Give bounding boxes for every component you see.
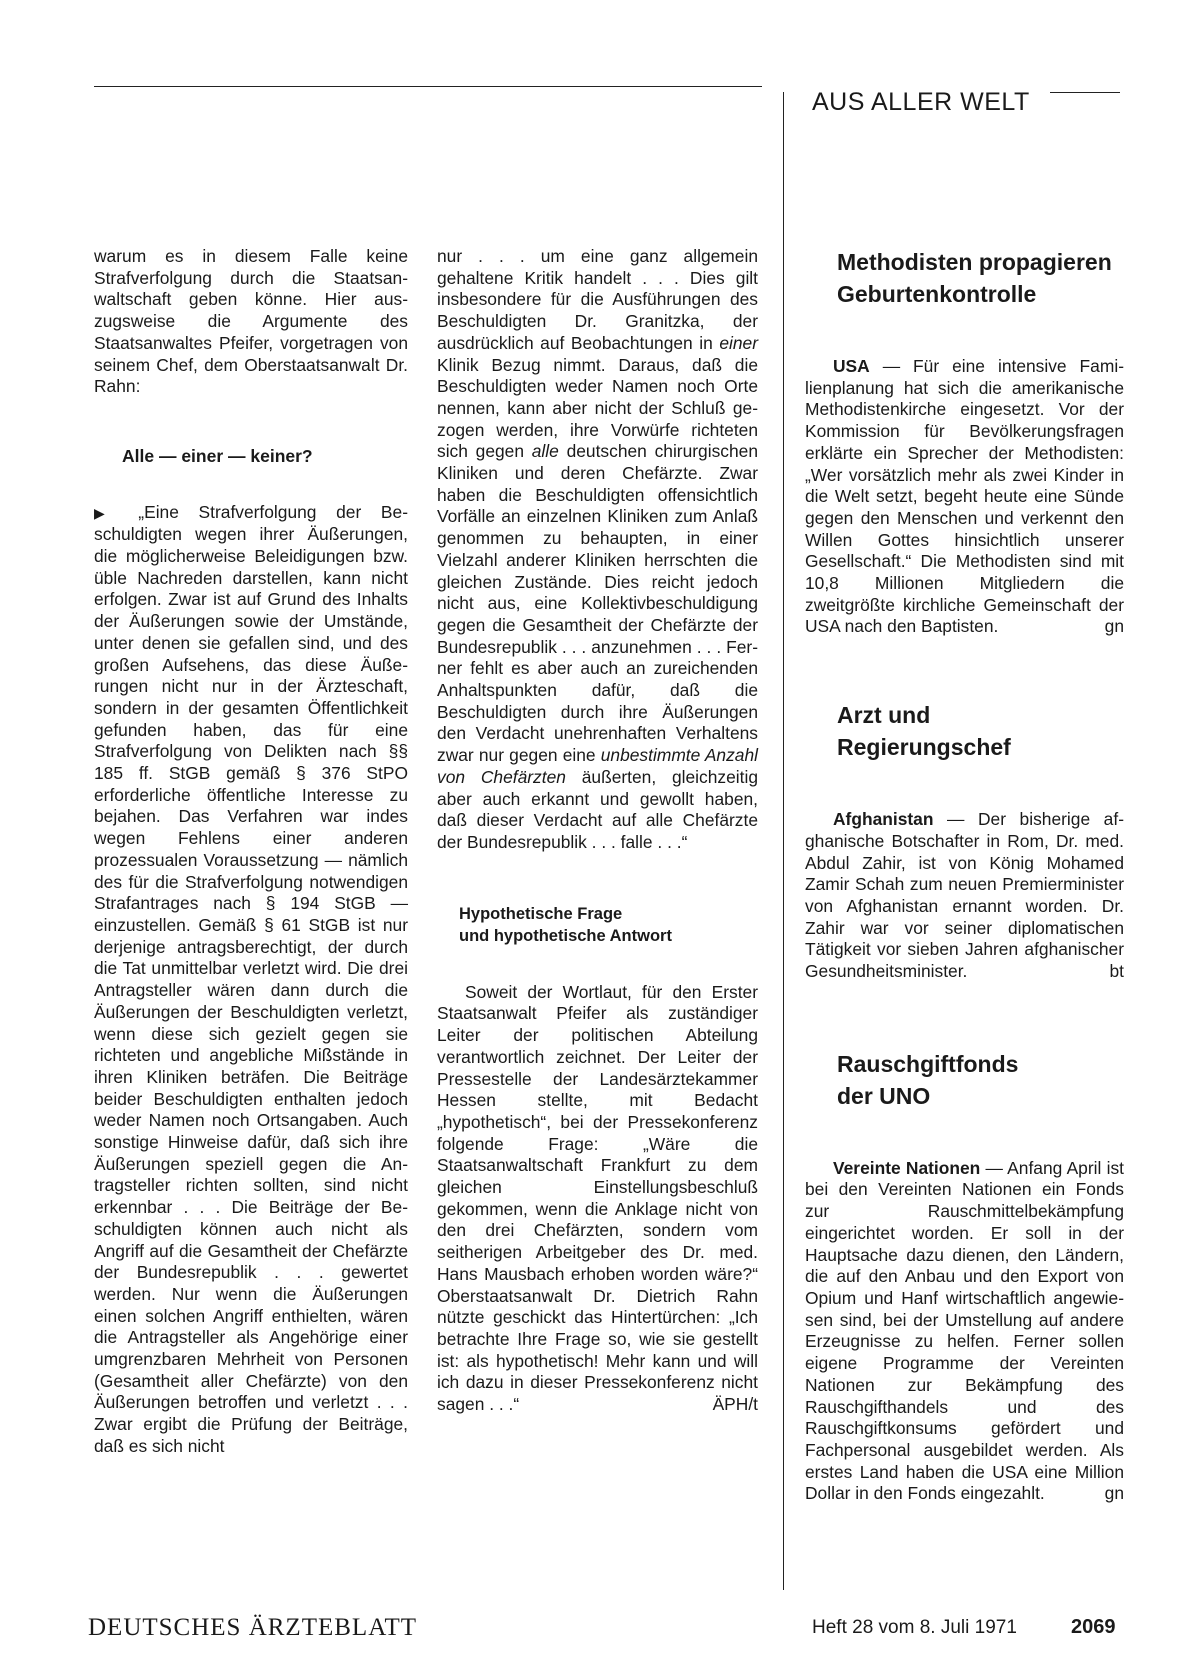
text-run: — Anfang April ist bei den Vereinten Nationen ein Fonds zur Rauschmittelbekämpfung eingerichtet worden. Er soll in der Hauptsache dazu dienen, den Ländern, die auf den Anbau und den Export von Opium und Hanf wirtschaftlich angewiesen sind, bei der Umstellung auf andere Erzeugnisse zu helfen. Ferner sollen eigene Programme der Vereinten Nationen zur Bekämpfung des Rauschgifthandels und des Rauschgiftkonsums gefördert und Fachpersonal ausgebildet werden. Als erstes Land haben die USA eine Million Dollar in den Fonds eingezahlt.: [805, 1157, 1124, 1504]
column-divider: [783, 92, 784, 1590]
heading-line: und hypothetische Antwort: [459, 926, 672, 945]
emphasis: unbestimmte Anzahl von Chefärzten: [437, 745, 758, 787]
section-label: AUS ALLER WELT: [812, 88, 1030, 116]
author-signature: ÄPH/t: [712, 1394, 758, 1415]
text-run: Klinik Bezug nimmt. Daraus, daß die Beschuldigten weder Namen noch Orte nennen, kann aber nicht der Schluß gezogen werden, ihre Vorwürfe richteten sich gegen: [437, 354, 758, 462]
article-lead: Afghanistan: [833, 809, 934, 830]
title-line: Arzt und: [837, 702, 931, 729]
author-signature: bt: [1109, 961, 1124, 982]
text-run: — Der bisherige afghanische Botschafter in Rom, Dr. med. Abdul Zahir, ist von König Mohamed Zamir Schah zum neuen Premierminister von Afghanistan ernannt worden. Dr. Zahir war vor seiner diplomatischen Tätigkeit vor sieben Jahren afghanischer Gesundheitsminister.: [805, 809, 1124, 982]
column-3: [805, 246, 1124, 1505]
col1-quote: [94, 502, 408, 1458]
spacer: [805, 638, 1124, 699]
title-line: Methodisten propagieren: [837, 249, 1112, 275]
article-lead: USA: [833, 356, 870, 376]
text-run: äußerten, gleichzeitig aber auch erkannt und gewollt haben, daß dieser Verdacht auf alle Chefärzte der Bundesrepublik . . . falle . . .“: [437, 766, 758, 852]
top-rule-left: [94, 86, 762, 87]
col1-quote-text: „Eine Strafverfolgung der Beschuldigten wegen ihrer Äußerungen, die möglicherweise Beleidigungen bzw. üble Nachreden darstellen, kann nicht erfolgen. Zwar ist auf Grund des Inhalts der Äußerungen sowie der Umstände, unter denen sie gefallen sind, und des großen Aufsehens, das diese Äußerungen nicht nur in der Ärzteschaft, sondern in der gesamten Öffentlichkeit gefunden haben, das für eine Strafverfolgung von Delikten nach §§ 185 ff. StGB gemäß § 376 StPO erforderliche öffentliche Interesse zu bejahen. Das Verfahren war indes wegen Fehlens einer anderen prozessualen Voraussetzung — nämlich des für die Strafverfolgung notwendigen Strafantrages nach § 194 StGB — einzustellen. Gemäß § 61 StGB ist nur derjenige antragsberechtigt, der durch die Tat unmittelbar verletzt wird. Die drei Antragsteller wären dann durch die Äußerungen der Beschuldigten verletzt, wenn diese sich gezielt gegen sie richteten und angebliche Mißstände in ihren Kliniken beträfen. Die Beiträge beider Beschuldigten enthalten jedoch weder Namen noch Ortsangaben. Auch sonstige Hinweise dafür, daß sich ihre Äußerungen speziell gegen die Antragsteller richten sollten, sind nicht erkennbar . . . Die Beiträge der Beschuldigten können auch nicht als Angriff auf die Gesamtheit der Chefärzte der Bundesrepublik . . . gewertet werden. Nur wenn die Äußerungen einen solchen Angriff enthielten, wären die Antragsteller als Angehörige einer umgrenzbaren Mehrheit von Personen (Gesamtheit aller Chefärzte) von den Äußerungen betroffen und verletzt . . . Zwar ergibt die Prüfung der Beiträge, daß es sich nicht: [94, 501, 408, 1456]
col2-quote-continued: [437, 246, 758, 854]
text-run: Soweit der Wortlaut, für den Erster Staatsanwalt Pfeifer als zuständiger Leiter der politischen Abteilung verantwortlich zeichnet. Der Leiter der Pressestelle der Landesärztekammer Hessen stellte, mit Bedacht „hypothetisch“, bei der Pressekonferenz folgende Frage: „Wäre die Staatsanwaltschaft Frankfurt zu dem gleichen Einstellungsbeschluß gekommen, wenn die Anklage nicht von den drei Chefärzten, sondern vom seitherigen Arbeitgeber des Dr. med. Hans Mausbach erhoben worden wäre?“ Oberstaatsanwalt Dr. Dietrich Rahn nützte geschickt das Hintertürchen: „Ich betrachte Ihre Frage so, wie sie gestellt ist: als hypothetisch! Mehr kann und will ich dazu in dieser Pressekonferenz nicht sagen . . .“: [437, 981, 758, 1415]
article-2-title: [837, 699, 1124, 763]
page-number: 2069: [1071, 1616, 1116, 1638]
title-line: der UNO: [837, 1082, 931, 1109]
text-run: — Für eine intensive Familienplanung hat sich die amerikanische Methodistenkirche eingesetzt. Vor der Kommission für Bevölkerungsfragen erklärte ein Sprecher der Methodisten: „Wer vorsätzlich mehr als zwei Kinder in die Welt setzt, begeht heute eine Sünde gegen den Menschen und verkennt den Willen Gottes hinsichtlich unserer Gesellschaft.“ Die Methodisten sind mit 10,8 Millionen Mitgliedern die zweitgrößte kirchliche Gemeinschaft der USA nach den Baptisten.: [805, 356, 1124, 637]
top-rule-right: [1050, 92, 1120, 93]
author-signature: gn: [1104, 616, 1124, 637]
col1-heading: Alle — einer — keiner?: [122, 445, 313, 466]
article-3-title: [837, 1048, 1124, 1112]
arrow-icon: ▶: [94, 504, 139, 521]
spacer: [805, 983, 1124, 1048]
column-2: [437, 246, 758, 1416]
col1-intro: warum es in diesem Falle keine Strafverfolgung durch die Staatsanwaltschaft geben könne. Hier auszugsweise die Argumente des Staatsanwaltes Pfeifer, vorgetragen von seinem Chef, dem Oberstaatsanwalt Dr. Rahn:: [94, 246, 408, 397]
emphasis: alle: [531, 441, 559, 462]
title-line: Rauschgiftfonds: [837, 1050, 1019, 1077]
col2-heading: [459, 903, 758, 947]
article-3-body: [805, 1158, 1124, 1505]
heading-line: Hypothetische Frage: [459, 904, 623, 923]
emphasis: einer: [719, 332, 758, 353]
issue-info: Heft 28 vom 8. Juli 1971: [812, 1617, 1017, 1638]
text-run: nur . . . um eine ganz allgemein gehaltene Kritik handelt . . . Dies gilt insbesondere für die Ausführungen des Beschuldigten Dr. Granitzka, der ausdrücklich auf Beobachtungen in: [437, 246, 758, 353]
col2-paragraph: [437, 982, 758, 1416]
journal-name: DEUTSCHES ÄRZTEBLATT: [88, 1614, 418, 1641]
author-signature: gn: [1104, 1483, 1124, 1504]
title-line: Geburtenkontrolle: [837, 281, 1037, 307]
article-1-title: [837, 246, 1124, 310]
text-run: deutschen chirurgischen Kliniken und deren Chefärzte. Zwar haben die Beschuldigten offensichtlich Vorfälle an einzelnen Kliniken zum Anlaß genommen zu behaupten, in einer Vielzahl anderer Kliniken herrschten die gleichen Zustände. Dies reicht jedoch nicht aus, eine Kollektivbeschuldigung gegen die Gesamtheit der Chefärzte der Bundesrepublik . . . anzunehmen . . . Ferner fehlt es aber auch an zureichenden Anhaltspunkten dafür, daß die Beschuldigten durch ihre Äußerungen den Verdacht unehrenhaften Verhaltens zwar nur gegen eine: [437, 441, 758, 766]
article-2-body: [805, 809, 1124, 983]
column-1: [94, 246, 408, 1458]
title-line: Regierungschef: [837, 734, 1011, 761]
article-lead: Vereinte Nationen: [833, 1157, 981, 1178]
article-1-body: [805, 356, 1124, 638]
